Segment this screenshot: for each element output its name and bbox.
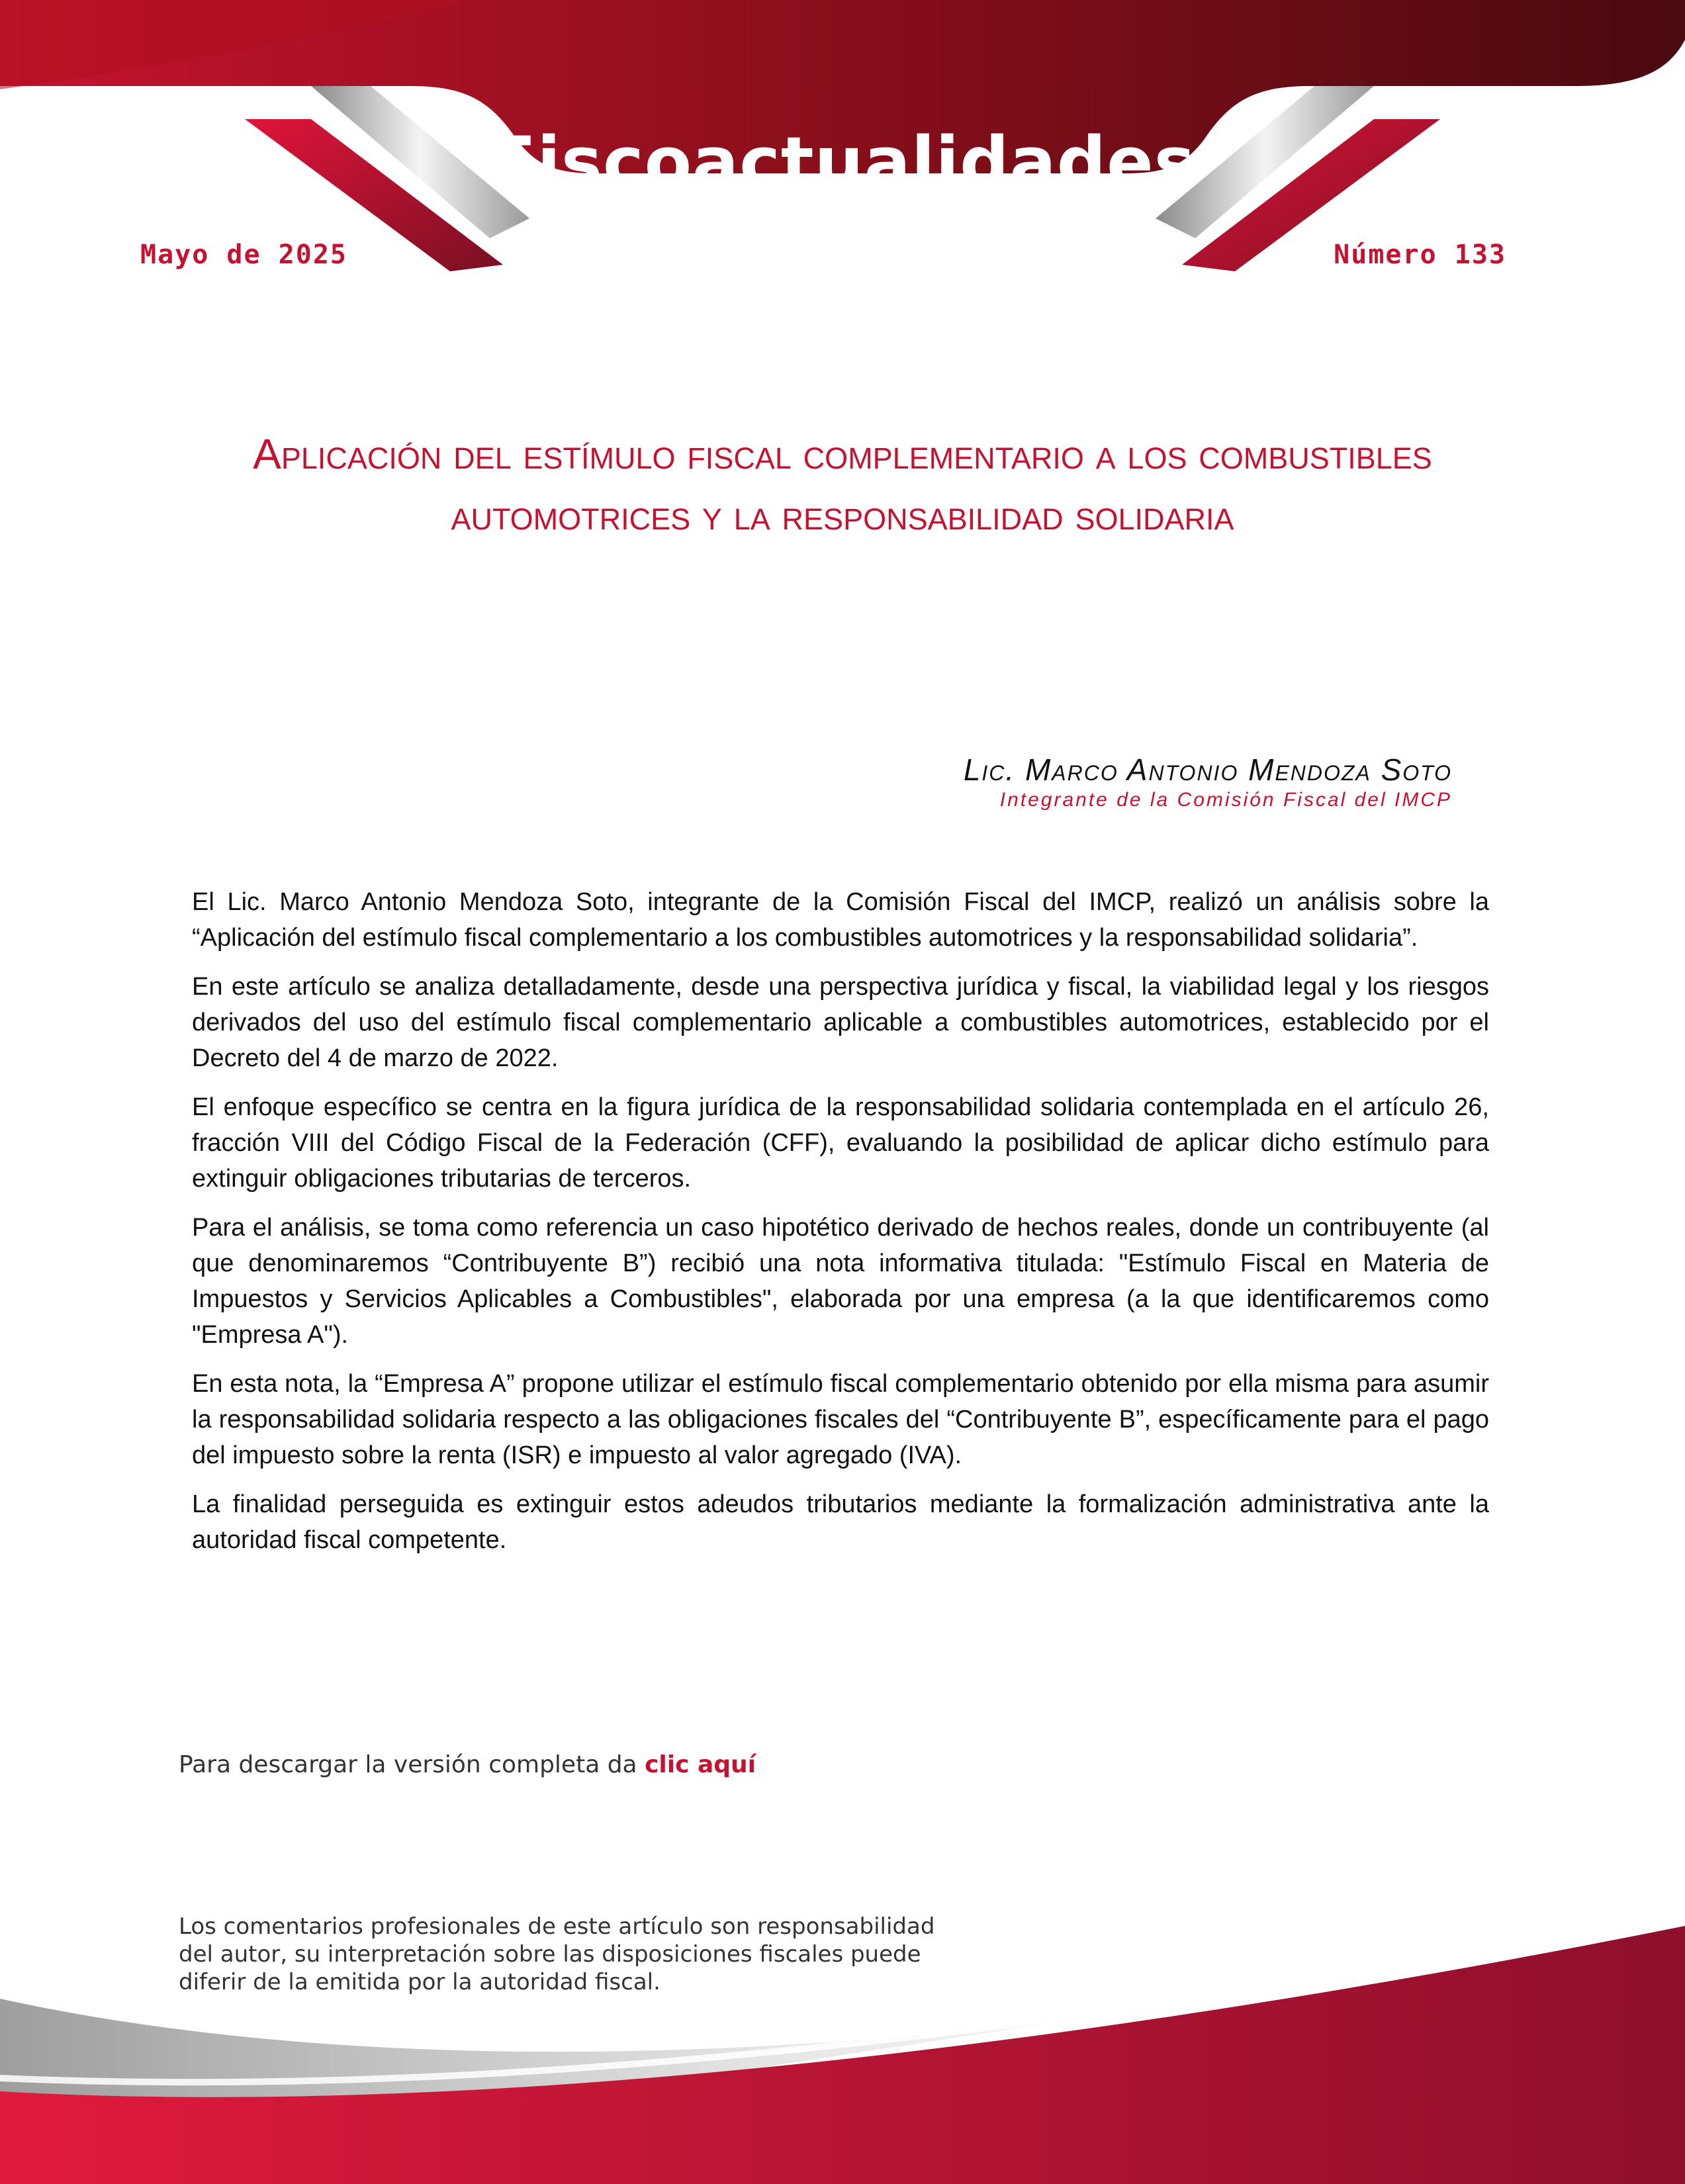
body-paragraph: En esta nota, la “Empresa A” propone utilizar el estímulo fiscal complementario obtenido por ella misma para asumir la responsabilidad solidaria respecto a las obligaciones fiscales del “Contribuyente B”, específicamente para el pago del impuesto sobre la renta (ISR) e impuesto al valor agregado (IVA). bbox=[192, 1370, 1489, 1469]
body-paragraph: El enfoque específico se centra en la figura jurídica de la responsabilidad solidaria contemplada en el artículo 26, fracción VIII del Código Fiscal de la Federación (CFF), evaluando la posibilidad de aplicar dicho estímulo para extinguir obligaciones tributarias de terceros. bbox=[192, 1093, 1489, 1193]
author-name: Lic. Marco Antonio Mendoza Soto bbox=[963, 752, 1452, 787]
issue-date: Mayo de 2025 bbox=[140, 240, 347, 270]
body-paragraph: En este artículo se analiza detalladamente, desde una perspectiva jurídica y fiscal, la viabilidad legal y los riesgos derivados del uso del estímulo fiscal complementario aplicable a combustibles automotrices, establecido por el Decreto del 4 de marzo de 2022. bbox=[192, 973, 1489, 1072]
body-paragraph: La finalidad perseguida es extinguir estos adeudos tributarios mediante la formalización administrativa ante la autoridad fiscal competente. bbox=[192, 1490, 1489, 1554]
download-line bbox=[179, 1751, 756, 1778]
download-link[interactable]: clic aquí bbox=[645, 1751, 756, 1778]
body-paragraph: El Lic. Marco Antonio Mendoza Soto, integrante de la Comisión Fiscal del IMCP, realizó un análisis sobre la “Aplicación del estímulo fiscal complementario a los combustibles automotrices y la responsabilidad solidaria”. bbox=[192, 888, 1489, 952]
download-prefix: Para descargar la versión completa da bbox=[179, 1751, 645, 1778]
issue-number: Número 133 bbox=[1334, 240, 1506, 270]
body-paragraph: Para el análisis, se toma como referencia un caso hipotético derivado de hechos reales, donde un contribuyente (al que denominaremos “Contribuyente B”) recibió una nota informativa titulada: "Estímulo Fiscal en Materia de Impuestos y Servicios Aplicables a Combustibles", elaborada por una empresa (a la que identificaremos como "Empresa A"). bbox=[192, 1214, 1489, 1349]
article-title: Aplicación del estímulo fiscal complementario a los combustibles automotrices y la responsabilidad solidaria bbox=[253, 430, 1432, 539]
author-block bbox=[964, 752, 1452, 811]
article-body bbox=[192, 884, 1489, 1571]
masthead-title: Fiscoactualidades bbox=[489, 122, 1196, 203]
footer-disclaimer: Los comentarios profesionales de este artículo son responsabilidad del autor, su interpretación sobre las disposiciones fiscales puede diferir de la emitida por la autoridad fiscal. bbox=[179, 1913, 935, 1995]
author-role: Integrante de la Comisión Fiscal del IMCP bbox=[999, 789, 1452, 811]
